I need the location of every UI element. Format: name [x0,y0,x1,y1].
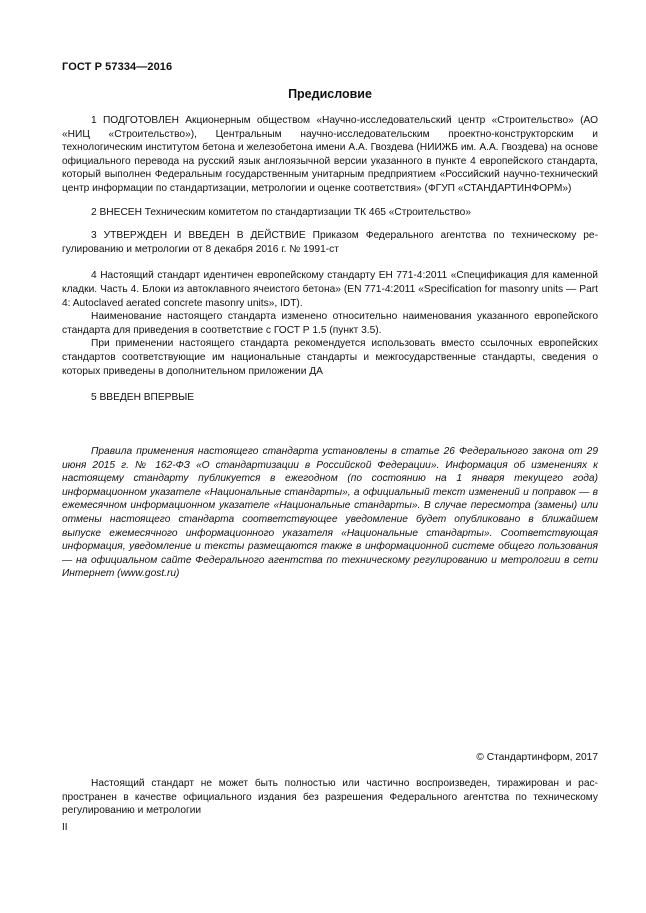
paragraph-5: 5 ВВЕДЕН ВПЕРВЫЕ [91,392,195,404]
usage-notice-text: Правила применения настоящего стандарта установлены в статье 26 Федерального закона от 29 июня 2015 г. № 162-ФЗ «О стандартизации в Российской Федерации». Информация об изменениях к настоящему стандарту публикуется в ежегодном (по состоянию на 1 января текущего года) информационном указателе «Национальные стандарты», а официальный текст изменений и поправок — в ежемесячном информационном указателе «Национальные стандарты». В случае пересмотра (замены) или отмены настоящего стандарта соответствующее уведомление будет опубликовано в ближайшем выпуске ежемесячного информационного указателя «Национальные стандарты». Соответствующая информация, уведомление и тексты размещаются также в информационной системе общего пользования — на официальном сайте Федерального агентства по техническому регулированию и метрологии в сети Интернет (www.gost.ru) [62,446,598,580]
paragraph-4-rename: Наименование настоящего стандарта изменено относительно наименования указанного европейского стандарта для приведения в соответствие с ГОСТ Р 1.5 (пункт 3.5). [62,311,598,336]
legal-notice-text: Настоящий стандарт не может быть полностью или частично воспроизведен, тиражирован и распространен в качестве официального издания без разрешения Федерального агентства по техническому регулированию и метрологии [62,778,598,817]
legal-notice [62,777,598,818]
paragraph-4: 4 Настоящий стандарт идентичен европейскому стандарту ЕН 771-4:2011 «Спецификация для каменной кладки. Часть 4. Блоки из автоклавного ячеистого бетона» (EN 771-4:2011 «Specification for masonry units — Part 4: Autoclaved aerated concrete masonry units», IDT). [62,270,598,309]
document-code: ГОСТ Р 57334—2016 [62,61,173,73]
paragraph-3: 3 УТВЕРЖДЕН И ВВЕДЕН В ДЕЙСТВИЕ Приказом Федерального агентства по техническому регулированию и метрологии от 8 декабря 2016 г. № 1991-ст [62,230,598,255]
copyright: © Стандартинформ, 2017 [476,752,598,763]
paragraph-1: 1 ПОДГОТОВЛЕН Акционерным обществом «Научно-исследовательский центр «Строительство» (АО «НИЦ «Строительство»), Центральным научно-исследовательским проектно-конструкторским и технологическим институтом бетона и железобетона имени А.А. Гвоздева (НИИЖБ им. А.А. Гвоздева) на основе официального перевода на русский язык англоязычной версии указанного в пункте 4 европейского стандарта, который выполнен Федеральным государственным унитарным предприятием «Российский научно-технический центр информации по стандартизации, метрологии и оценке соответствия» (ФГУП «СТАНДАРТИНФОРМ») [62,115,598,194]
page-title: Предисловие [288,87,372,101]
paragraph-2: 2 ВНЕСЕН Техническим комитетом по стандартизации ТК 465 «Строительство» [91,206,471,218]
foreword-body [62,114,598,405]
paragraph-4-references: При применении настоящего стандарта рекомендуется использовать вместо ссылочных европейских стандартов соответствующие им национальные стандарты и межгосударственные стандарты, сведения о которых приведены в дополнительном приложении ДА [62,338,598,377]
page-number: II [62,822,68,833]
usage-notice [62,445,598,581]
